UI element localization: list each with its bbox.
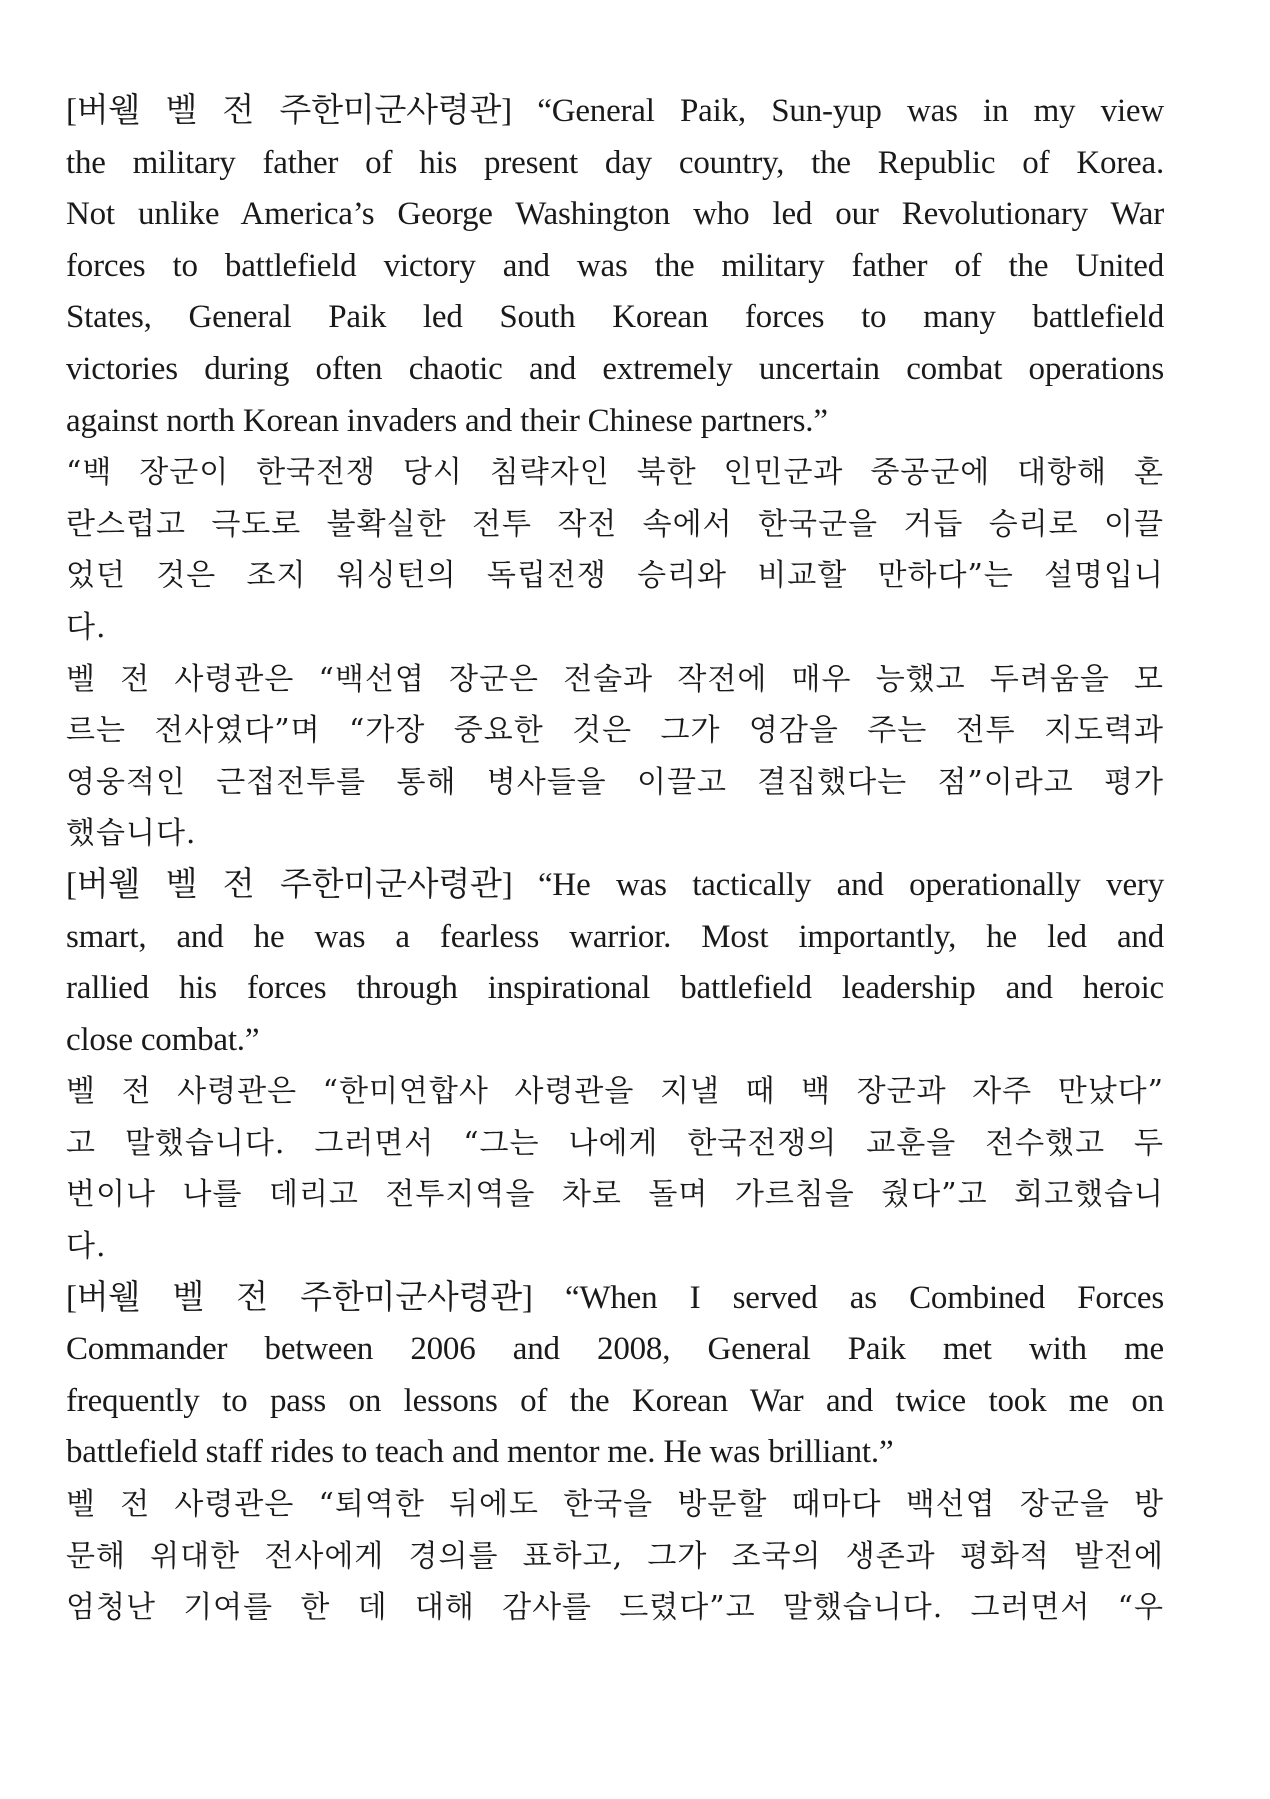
text-line: 고 말했습니다. 그러면서 “그는 나에게 한국전쟁의 교훈을 전수했고 두 — [66, 1125, 1164, 1161]
text-line: Not unlike America’s George Washington who led our Revolutionary War — [66, 196, 1164, 233]
text-line: 번이나 나를 데리고 전투지역을 차로 돌며 가르침을 줬다”고 회고했습니 — [66, 1177, 1164, 1213]
text-line: 벨 전 사령관은 “백선엽 장군은 전술과 작전에 매우 능했고 두려움을 모 — [66, 661, 1164, 697]
paragraph-body-1 — [66, 447, 1164, 653]
text-line: against north Korean invaders and their Chinese partners.” — [66, 402, 828, 439]
text-line: 엄청난 기여를 한 데 대해 감사를 드렸다”고 말했습니다. 그러면서 “우 — [66, 1590, 1164, 1626]
text-line: 벨 전 사령관은 “한미연합사 사령관을 지낼 때 백 장군과 자주 만났다” — [66, 1074, 1164, 1110]
text-line: Commander between 2006 and 2008, General Paik met with me — [66, 1331, 1164, 1368]
text-line: [버웰 벨 전 주한미군사령관] “General Paik, Sun-yup was in my view — [66, 93, 1164, 129]
text-line: 문해 위대한 전사에게 경의를 표하고, 그가 조국의 생존과 평화적 발전에 — [66, 1538, 1164, 1574]
text-line: frequently to pass on lessons of the Korean War and twice took me on — [66, 1382, 1164, 1419]
paragraph-quote-3 — [66, 1273, 1164, 1479]
text-line: close combat.” — [66, 1021, 260, 1058]
text-line: 벨 전 사령관은 “퇴역한 뒤에도 한국을 방문할 때마다 백선엽 장군을 방 — [66, 1487, 1164, 1523]
text-line: victories during often chaotic and extremely uncertain combat operations — [66, 350, 1164, 387]
paragraph-quote-1 — [66, 86, 1164, 447]
text-line: States, General Paik led South Korean forces to many battlefield — [66, 299, 1164, 336]
document-page — [66, 86, 1164, 1634]
text-line: battlefield staff rides to teach and mentor me. He was brilliant.” — [66, 1434, 894, 1471]
text-line: the military father of his present day country, the Republic of Korea. — [66, 144, 1164, 181]
paragraph-body-3 — [66, 1066, 1164, 1272]
text-line: 영웅적인 근접전투를 통해 병사들을 이끌고 결집했다는 점”이라고 평가 — [66, 764, 1164, 800]
text-line: 란스럽고 극도로 불확실한 전투 작전 속에서 한국군을 거듭 승리로 이끌 — [66, 506, 1164, 542]
text-line: 했습니다. — [66, 816, 197, 852]
paragraph-body-4 — [66, 1479, 1164, 1634]
paragraph-quote-2 — [66, 860, 1164, 1066]
paragraph-body-2 — [66, 654, 1164, 860]
text-line: 다. — [66, 609, 107, 645]
text-line: 르는 전사였다”며 “가장 중요한 것은 그가 영감을 주는 전투 지도력과 — [66, 713, 1164, 749]
text-line: smart, and he was a fearless warrior. Most importantly, he led and — [66, 918, 1164, 955]
text-line: “백 장군이 한국전쟁 당시 침략자인 북한 인민군과 중공군에 대항해 혼 — [66, 455, 1164, 491]
text-line: [버웰 벨 전 주한미군사령관] “He was tactically and operationally very — [66, 866, 1164, 903]
text-line: 었던 것은 조지 워싱턴의 독립전쟁 승리와 비교할 만하다”는 설명입니 — [66, 558, 1164, 594]
text-line: [버웰 벨 전 주한미군사령관] “When I served as Combined Forces — [66, 1279, 1164, 1316]
text-line: rallied his forces through inspirational battlefield leadership and heroic — [66, 970, 1164, 1007]
text-line: forces to battlefield victory and was the military father of the United — [66, 247, 1164, 284]
text-line: 다. — [66, 1229, 107, 1265]
